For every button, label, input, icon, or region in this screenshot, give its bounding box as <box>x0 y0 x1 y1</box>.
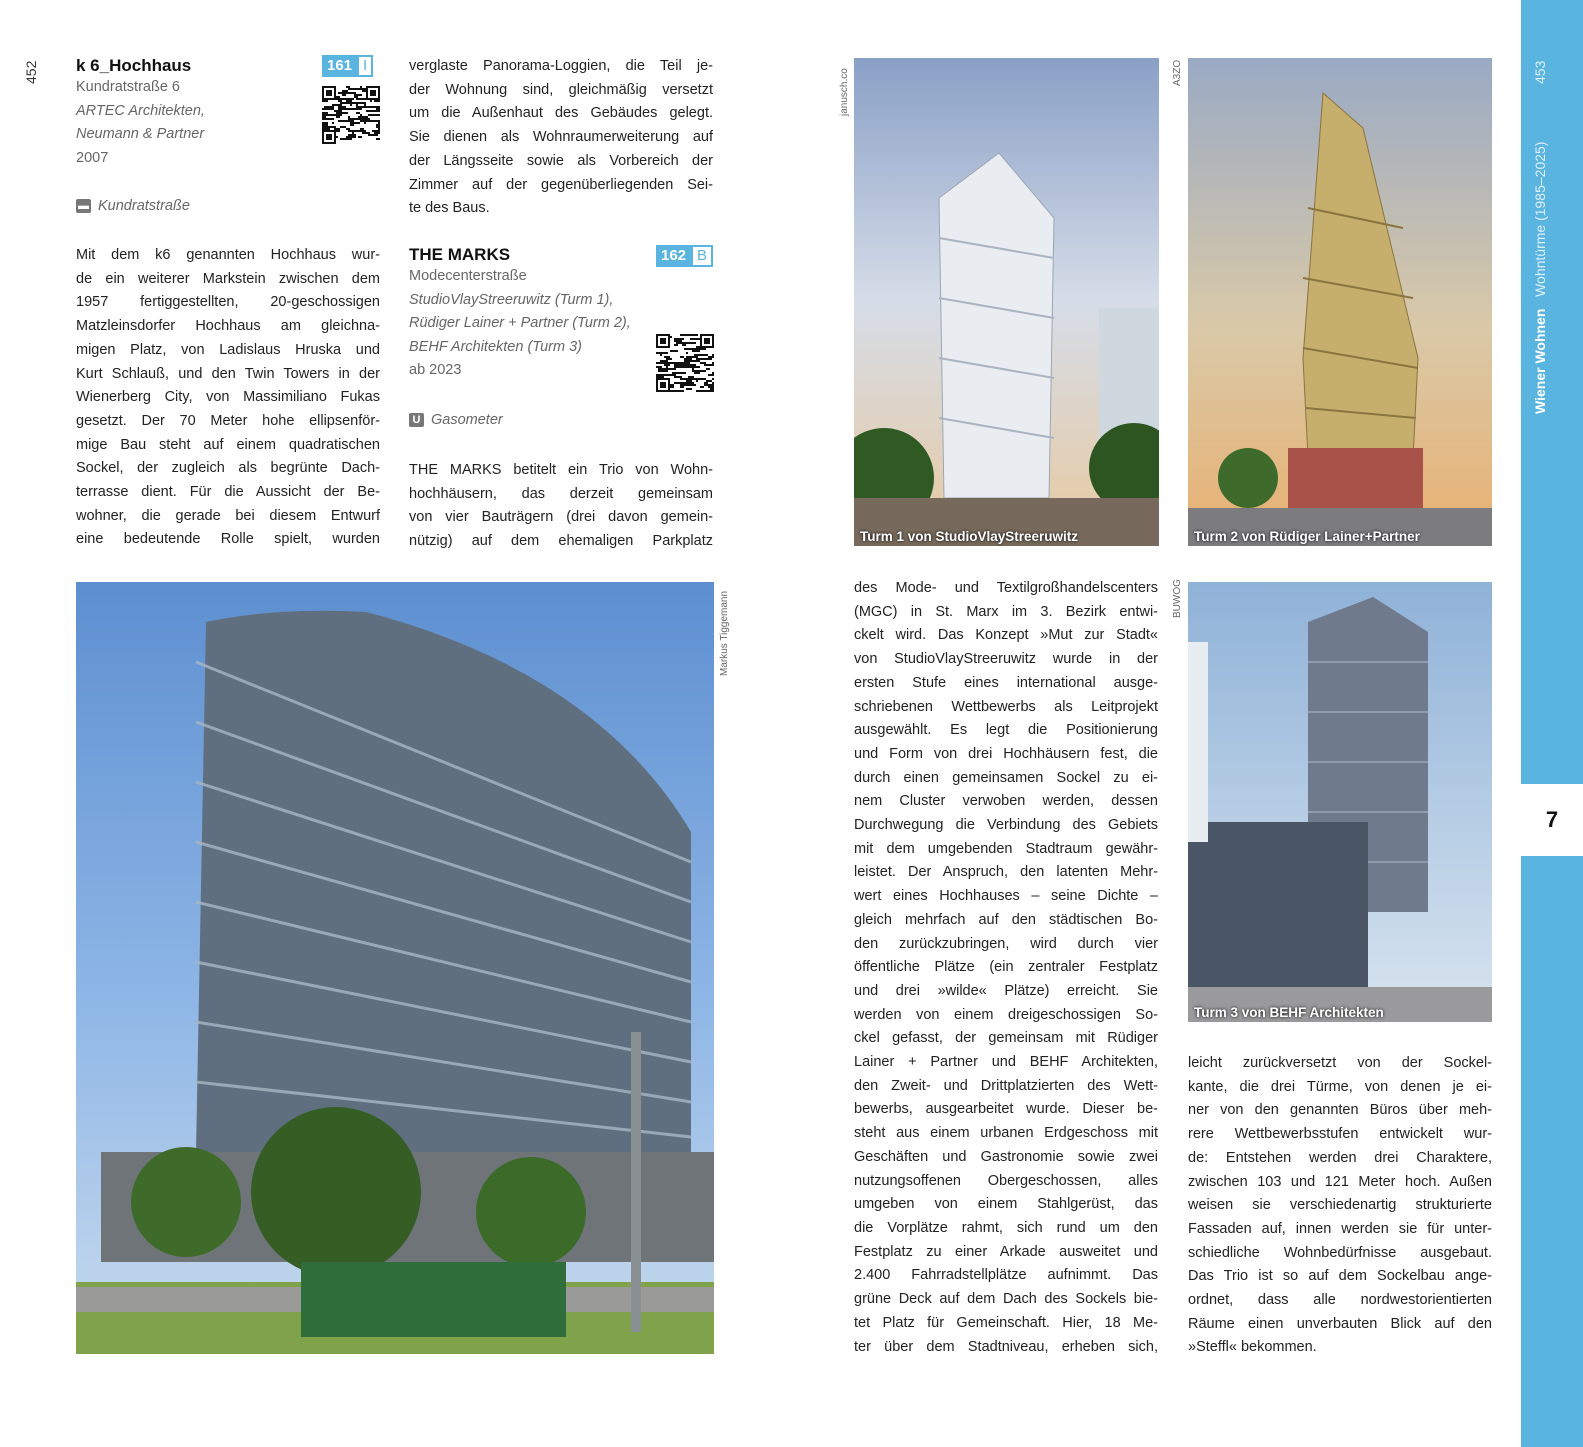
badge-letter: I <box>357 55 373 77</box>
text-line: gleich mehrfach auf den städtischen Bo- <box>854 911 1158 928</box>
building-illustration <box>76 582 714 1354</box>
transit-stop: Kundratstraße <box>98 198 190 214</box>
text-line: den Zweit- und Drittplatzierten des Wett- <box>854 1077 1158 1094</box>
text-line: Durchwegung die Verbindung des Gebiets <box>854 817 1158 834</box>
text-line: hochhäusern, das derzeit gemeinsam <box>409 485 713 502</box>
entry-address: Modecenterstraße <box>409 268 527 284</box>
text-line: nutzungsoffenen Obergeschossen, alles <box>854 1172 1158 1189</box>
photo-turm-1 <box>854 58 1159 546</box>
text-line: mige Bau steht auf einem quadratischen <box>76 436 380 453</box>
photo-k6-hochhaus <box>76 582 714 1354</box>
transit-stop: Gasometer <box>431 412 503 428</box>
text-line: Wienerberg City, von Massimiliano Fukas <box>76 389 380 406</box>
text-line: Geschäften und Gastronomie sowie zwei <box>854 1148 1158 1165</box>
photo-caption: Turm 1 von StudioVlayStreeruwitz <box>860 529 1079 544</box>
text-line: um die Außenhaut des Gebäudes gelegt. <box>409 105 713 122</box>
entry-title: k 6_Hochhaus <box>76 56 192 75</box>
transit-info <box>76 198 190 214</box>
text-line: kante, die drei Türme, von denen je ei- <box>1188 1078 1492 1095</box>
text-line: leicht zurückversetzt von der Sockel- <box>1188 1055 1492 1071</box>
text-line: ckel gefasst, der gemeinsam mit Rüdiger <box>854 1030 1158 1047</box>
text-line: grüne Deck auf dem Dach des Sockels bie- <box>854 1291 1158 1308</box>
text-line: Sie dienen als Wohnraumerweiterung auf <box>409 129 713 146</box>
photo-caption: Turm 2 von Rüdiger Lainer+Partner <box>1194 529 1420 544</box>
text-line: die Vorplätze rahmt, sich rund um den <box>854 1219 1158 1236</box>
qr-code-icon[interactable] <box>656 334 714 392</box>
text-line: von vier Bauträgern (drei davon gemein- <box>409 509 713 526</box>
text-line: (MGC) in St. Marx im 3. Bezirk entwi- <box>854 603 1158 620</box>
entry-k6 <box>76 56 205 170</box>
body-column-2-top <box>409 55 713 221</box>
text-line: durch einen gemeinsamen Sockel zu ei- <box>854 769 1158 786</box>
text-line: schiedliche Wohnbedürfnisse ausgebaut. <box>1188 1244 1492 1261</box>
text-line: mit dem umgebenden Stadtraum gewähr- <box>854 840 1158 857</box>
photo-credit: janusch.co <box>839 68 850 116</box>
page-number-right: 453 <box>1532 60 1548 84</box>
text-line: des Mode- und Textilgroßhandelscenters <box>854 580 1158 596</box>
text-line: gesetzt. Der 70 Meter hohe ellipsenför- <box>76 412 380 429</box>
entry-architects-2: Neumann & Partner <box>76 126 205 143</box>
text-line: ordnet, dass alle nordwestorientierten <box>1188 1292 1492 1309</box>
text-line: verglaste Panorama-Loggien, die Teil je- <box>409 58 713 74</box>
text-line: von StudioVlayStreeruwitz wurde in der <box>854 651 1158 668</box>
text-line: Mit dem k6 genannten Hochhaus wur- <box>76 247 380 263</box>
text-line: ersten Stufe eines international ausge- <box>854 674 1158 691</box>
chapter-number[interactable]: 7 <box>1521 784 1583 856</box>
text-line: nem Cluster verwoben werden, dessen <box>854 793 1158 810</box>
qr-code-icon[interactable] <box>322 86 380 144</box>
subway-icon: U <box>409 413 424 427</box>
text-line: steht aus einem urbanen Erdgeschoss mit <box>854 1125 1158 1142</box>
entry-architect: Rüdiger Lainer + Partner (Turm 2), <box>409 315 631 332</box>
photo-caption: Turm 3 von BEHF Architekten <box>1194 1005 1384 1020</box>
photo-credit: A3ZO <box>1172 59 1183 86</box>
entry-badge-161 <box>322 55 373 77</box>
text-line: umgeben von einem Stahlgerüst, das <box>854 1196 1158 1213</box>
text-line: »Steffl« bekommen. <box>1188 1339 1317 1356</box>
text-line: öffentliche Plätze (ein zentraler Festplatz <box>854 959 1158 976</box>
text-line: migen Platz, von Ladislaus Hruska und <box>76 341 380 358</box>
photo-turm-2 <box>1188 58 1492 546</box>
body-column-3 <box>854 577 1158 1359</box>
text-line: ckelt wird. Das Konzept »Mut zur Stadt« <box>854 627 1158 644</box>
badge-letter: B <box>691 245 713 267</box>
entry-meta <box>76 76 205 170</box>
text-line: ausgewählt. Es legt die Positionierung <box>854 722 1158 739</box>
photo-credit: Markus Tiggemann <box>719 590 730 676</box>
text-line: und drei »wilde« Plätze) erreicht. Sie <box>854 982 1158 999</box>
text-line: Kurt Schlauß, und den Twin Towers in der <box>76 365 380 382</box>
entry-architects: ARTEC Architekten, <box>76 102 205 119</box>
badge-number: 161 <box>322 55 357 77</box>
text-line: rere Wettbewerbsstufen entwickelt wur- <box>1188 1126 1492 1143</box>
text-line: de: Entstehen werden drei Charaktere, <box>1188 1149 1492 1166</box>
text-line: nützig) auf dem ehemaligen Parkplatz <box>409 533 713 550</box>
text-line: leistet. Der Anspruch, den latenten Mehr- <box>854 864 1158 881</box>
text-line: THE MARKS betitelt ein Trio von Wohn- <box>409 462 713 478</box>
running-header <box>1532 142 1548 414</box>
photo-credit: BUWOG <box>1172 579 1183 618</box>
text-line: ner von den genannten Büros über meh- <box>1188 1102 1492 1119</box>
text-line: Das Trio ist so auf dem Sockelbau ange- <box>1188 1268 1492 1285</box>
text-line: Sockel, der zugleich als begrünte Dach- <box>76 460 380 477</box>
transit-info <box>409 412 503 428</box>
text-line: den zurückzubringen, wird durch vier <box>854 935 1158 952</box>
text-line: Räume einen unverbauten Blick auf den <box>1188 1315 1492 1332</box>
entry-year: 2007 <box>76 149 109 166</box>
text-line: Fassaden auf, innen werden sie für unter- <box>1188 1220 1492 1237</box>
entry-the-marks <box>409 245 631 383</box>
text-line: wohner, die gerade bei diesem Entwurf <box>76 507 380 524</box>
text-line: 2.400 Fahrradstellplätze aufnimmt. Das <box>854 1267 1158 1284</box>
text-line: 1957 fertiggestellten, 20-geschossigen <box>76 294 380 311</box>
section-title: Wiener Wohnen <box>1532 308 1548 414</box>
text-line: schriebenen Wettbewerbs als Leitprojekt <box>854 698 1158 715</box>
text-line: terrasse dient. Für die Aussicht der Be- <box>76 484 380 501</box>
text-line: wert eines Hochhauses – seine Dichte – <box>854 888 1158 905</box>
bus-icon: ▬ <box>78 200 89 212</box>
badge-number: 162 <box>656 245 691 267</box>
text-line: Festplatz zu einer Arkade ausweitet und <box>854 1243 1158 1260</box>
entry-year: ab 2023 <box>409 362 462 379</box>
text-line: eine bedeutende Rolle spielt, wurden <box>76 531 380 548</box>
body-column-2-bottom <box>409 459 713 554</box>
text-line: de ein weiterer Markstein zwischen dem <box>76 270 380 287</box>
text-line: Zimmer auf der gegenüberliegenden Sei- <box>409 176 713 193</box>
page-number-left: 452 <box>23 60 39 84</box>
body-column-1 <box>76 244 380 552</box>
text-line: der Wohnung sind, gleichmäßig versetzt <box>409 81 713 98</box>
chapter-tab <box>1521 0 1583 784</box>
entry-architect: StudioVlayStreeruwitz (Turm 1), <box>409 291 614 308</box>
text-line: ter über dem Stadtniveau, erheben sich, <box>854 1338 1158 1355</box>
text-line: und Form von drei Hochhäusern fest, die <box>854 745 1158 762</box>
entry-address: Kundratstraße 6 <box>76 79 180 95</box>
text-line: weisen sie verschiedenartig strukturierte <box>1188 1197 1492 1214</box>
text-line: Matzleinsdorfer Hochhaus am gleichna- <box>76 318 380 335</box>
entry-badge-162 <box>656 245 713 267</box>
photo-turm-3 <box>1188 582 1492 1022</box>
chapter-title: Wohntürme (1985–2025) <box>1532 141 1548 297</box>
chapter-tab-lower <box>1521 856 1583 1447</box>
text-line: zwischen 103 und 121 Meter hoch. Außen <box>1188 1173 1492 1190</box>
text-line: werden von einem dreigeschossigen So- <box>854 1006 1158 1023</box>
text-line: der Längsseite sowie als Vorbereich der <box>409 152 713 169</box>
text-line: Lainer + Partner und BEHF Architekten, <box>854 1054 1158 1071</box>
text-line: tet Platz für Gemeinschaft. Hier, 18 Me- <box>854 1314 1158 1331</box>
entry-title: THE MARKS <box>409 245 511 264</box>
entry-architect: BEHF Architekten (Turm 3) <box>409 338 582 355</box>
body-column-4 <box>1188 1052 1492 1360</box>
text-line: te des Baus. <box>409 200 490 217</box>
text-line: bewerbs, ausgearbeitet wurde. Dieser be- <box>854 1101 1158 1118</box>
